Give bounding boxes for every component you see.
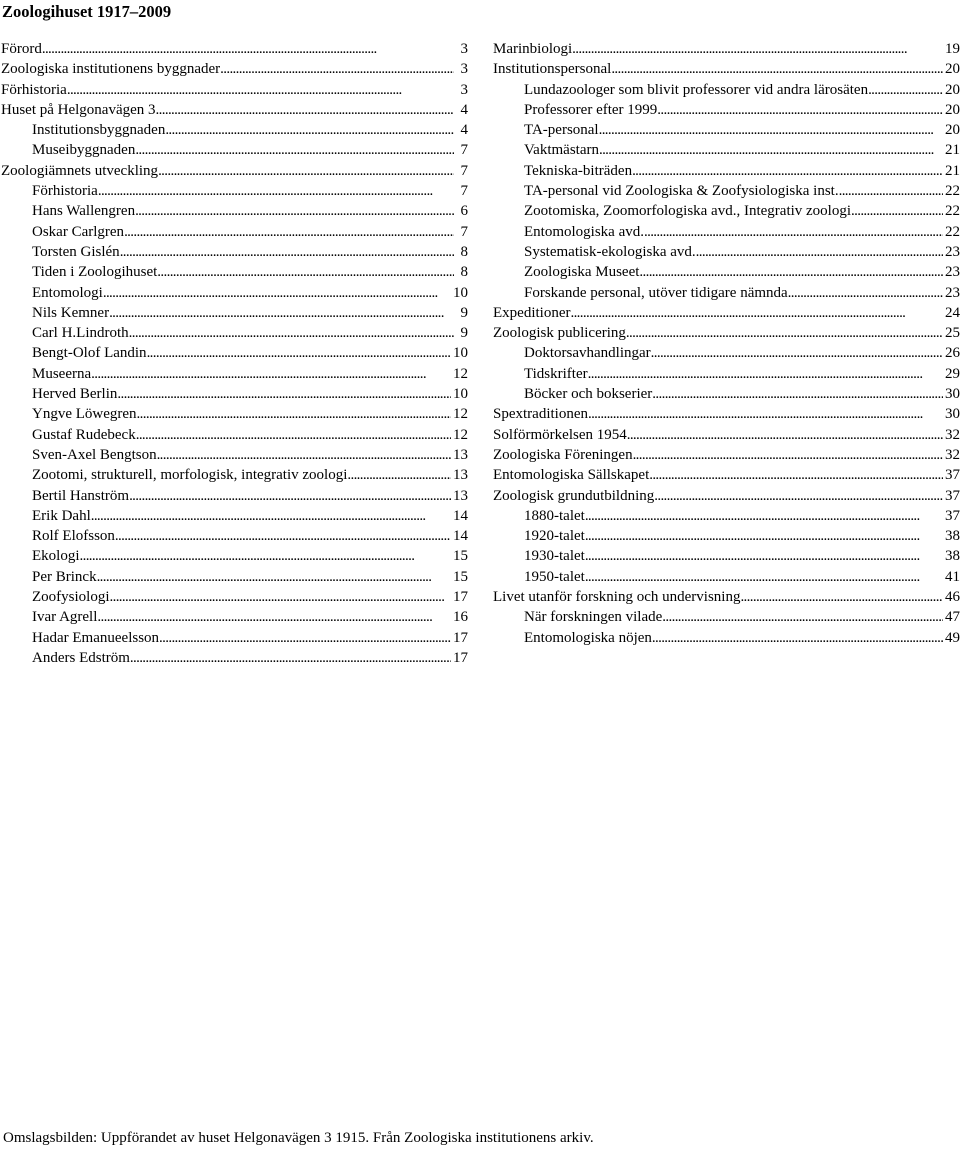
dot-leader (657, 100, 943, 120)
toc-entry-page-number: 10 (453, 386, 468, 403)
cover-caption: Omslagsbilden: Uppförandet av huset Helgonavägen 3 1915. Från Zoologiska institutionens arkiv. (3, 1130, 594, 1146)
toc-entry-label: Erik Dahl (32, 507, 91, 524)
toc-entry-label: Marinbiologi (493, 41, 573, 57)
toc-entry[interactable] (493, 80, 960, 100)
toc-entry-page-number: 7 (460, 223, 468, 240)
toc-entry[interactable] (493, 120, 960, 140)
page-title: Zoologihuset 1917–2009 (2, 2, 172, 21)
dot-leader (135, 201, 454, 221)
toc-entry[interactable] (1, 262, 468, 282)
toc-entry[interactable] (493, 283, 960, 303)
toc-entry[interactable] (493, 425, 960, 445)
dot-leader (585, 546, 943, 566)
toc-entry-label: När forskningen vilade (524, 609, 663, 626)
toc-entry-label: Museerna (32, 365, 92, 382)
toc-entry[interactable] (1, 628, 468, 648)
toc-entry[interactable] (1, 567, 468, 587)
toc-entry[interactable] (493, 343, 960, 363)
toc-entry-label: Böcker och bokserier (524, 386, 653, 403)
dot-leader (588, 364, 943, 384)
dot-leader (633, 445, 943, 465)
dot-leader (868, 80, 943, 100)
toc-column-left (1, 39, 468, 668)
toc-entry-label: Zoologiska Museet (524, 264, 640, 281)
toc-entry-label: 1950-talet (524, 568, 585, 585)
dot-leader (588, 404, 943, 424)
dot-leader (652, 384, 943, 404)
toc-entry-label: Torsten Gislén (32, 243, 120, 260)
dot-leader (129, 323, 454, 343)
toc-entry-label: Zootomi, strukturell, morfologisk, integrativ zoologi (32, 467, 348, 484)
toc-entry[interactable] (1, 587, 468, 607)
toc-entry-page-number: 38 (945, 528, 960, 545)
toc-entry-page-number: 3 (460, 41, 468, 57)
toc-entry[interactable] (493, 222, 960, 242)
dot-leader (839, 181, 943, 201)
toc-entry-label: Doktorsavhandlingar (524, 345, 651, 362)
toc-entry-label: Ekologi (32, 548, 80, 565)
toc-entry[interactable] (1, 648, 468, 668)
dot-leader (572, 39, 943, 59)
toc-entry-label: Expeditioner (493, 304, 571, 321)
toc-entry-label: Anders Edström (32, 649, 130, 666)
toc-entry-page-number: 7 (460, 142, 468, 159)
dot-leader (788, 283, 943, 303)
toc-entry-label: Systematisk-ekologiska avd. (524, 243, 696, 260)
toc-entry-page-number: 4 (460, 122, 468, 139)
toc-entry-page-number: 3 (460, 61, 468, 78)
toc-entry-label: Förhistoria (1, 81, 67, 98)
dot-leader (130, 648, 451, 668)
toc-entry-page-number: 12 (453, 406, 468, 423)
toc-entry-label: Lundazoologer som blivit professorer vid andra lärosäten (524, 81, 869, 98)
toc-entry-page-number: 46 (945, 589, 960, 606)
toc-entry-label: Yngve Löwegren (32, 406, 137, 423)
toc-entry-label: Förhistoria (32, 183, 98, 200)
toc-entry[interactable] (1, 100, 468, 120)
toc-entry[interactable] (493, 242, 960, 262)
toc-entry-page-number: 6 (460, 203, 468, 220)
toc-entry[interactable] (1, 526, 468, 546)
toc-entry[interactable] (493, 587, 960, 607)
dot-leader (696, 242, 943, 262)
toc-entry[interactable] (493, 140, 960, 160)
toc-entry-page-number: 21 (945, 162, 960, 179)
toc-entry-page-number: 37 (945, 507, 960, 524)
dot-leader (651, 343, 943, 363)
toc-entry[interactable] (493, 364, 960, 384)
toc-entry-label: Herved Berlin (32, 386, 118, 403)
toc-entry-label: Forskande personal, utöver tidigare nämnda (524, 284, 788, 301)
toc-entry-page-number: 13 (453, 487, 468, 504)
toc-entry-page-number: 9 (460, 304, 468, 321)
toc-entry-label: 1880-talet (524, 507, 585, 524)
toc-entry-label: Bengt-Olof Landin (32, 345, 147, 362)
toc-entry-label: Entomologiska Sällskapet (493, 467, 650, 484)
toc-entry-page-number: 20 (945, 101, 960, 118)
toc-entry-label: Tidskrifter (524, 365, 588, 382)
dot-leader (165, 120, 454, 140)
toc-entry[interactable] (1, 607, 468, 627)
toc-entry-page-number: 8 (460, 243, 468, 260)
toc-entry-page-number: 16 (453, 609, 468, 626)
toc-entry-page-number: 37 (945, 487, 960, 504)
toc-entry-page-number: 23 (945, 264, 960, 281)
toc-entry[interactable] (1, 80, 468, 100)
toc-entry-page-number: 25 (945, 325, 960, 342)
dot-leader (740, 587, 943, 607)
dot-leader (599, 120, 943, 140)
toc-entry[interactable] (493, 323, 960, 343)
dot-leader (157, 445, 451, 465)
toc-entry-page-number: 32 (945, 426, 960, 443)
toc-entry[interactable] (1, 283, 468, 303)
toc-entry-label: Hadar Emanueelsson (32, 629, 160, 646)
toc-entry[interactable] (1, 384, 468, 404)
toc-entry-label: Carl H.Lindroth (32, 325, 129, 342)
toc-entry[interactable] (493, 39, 960, 59)
toc-entry-label: Zoologisk grundutbildning (493, 487, 655, 504)
toc-entry-label: Tiden i Zoologihuset (32, 264, 158, 281)
toc-entry-page-number: 49 (945, 629, 960, 646)
dot-leader (626, 323, 943, 343)
dot-leader (124, 222, 454, 242)
toc-entry-label: Institutionspersonal (493, 61, 612, 78)
dot-leader (120, 242, 454, 262)
toc-entry-page-number: 22 (945, 223, 960, 240)
toc-entry[interactable] (1, 486, 468, 506)
toc-entry[interactable] (493, 526, 960, 546)
toc-entry[interactable] (493, 546, 960, 566)
toc-entry-label: Huset på Helgonavägen 3 (1, 101, 156, 118)
dot-leader (585, 526, 943, 546)
dot-leader (157, 262, 454, 282)
toc-entry[interactable] (493, 181, 960, 201)
toc-entry-label: Entomologiska nöjen (524, 629, 652, 646)
toc-entry-label: Tekniska-biträden (524, 162, 633, 179)
toc-entry-label: Entomologiska avd. (524, 223, 644, 240)
toc-entry[interactable] (1, 425, 468, 445)
dot-leader (137, 404, 451, 424)
dot-leader (129, 486, 451, 506)
toc-entry-label: Förord (1, 41, 42, 57)
toc-entry-page-number: 14 (453, 507, 468, 524)
toc-entry[interactable] (1, 39, 468, 59)
toc-entry-label: Rolf Elofsson (32, 528, 115, 545)
dot-leader (220, 59, 454, 79)
dot-leader (91, 364, 451, 384)
toc-entry-page-number: 17 (453, 629, 468, 646)
dot-leader (662, 607, 943, 627)
toc-entry-page-number: 24 (945, 304, 960, 321)
toc-entry[interactable] (493, 201, 960, 221)
toc-entry-page-number: 12 (453, 426, 468, 443)
toc-entry[interactable] (1, 343, 468, 363)
toc-entry-page-number: 17 (453, 589, 468, 606)
toc-entry-label: Zoofysiologi (32, 589, 110, 606)
toc-entry[interactable] (493, 262, 960, 282)
toc-entry-page-number: 32 (945, 446, 960, 463)
toc-entry-page-number: 41 (945, 568, 960, 585)
toc-entry-label: Museibyggnaden (32, 142, 136, 159)
toc-entry-label: Gustaf Rudebeck (32, 426, 136, 443)
dot-leader (117, 384, 451, 404)
toc-entry-label: Professorer efter 1999 (524, 101, 658, 118)
dot-leader (67, 80, 454, 100)
toc-entry[interactable] (1, 506, 468, 526)
toc-entry-page-number: 30 (945, 386, 960, 403)
toc-entry-page-number: 22 (945, 203, 960, 220)
toc-entry-page-number: 29 (945, 365, 960, 382)
dot-leader (644, 222, 943, 242)
dot-leader (585, 506, 943, 526)
toc-entry[interactable] (1, 140, 468, 160)
toc-entry-label: Vaktmästarn (524, 142, 599, 159)
dot-leader (585, 567, 943, 587)
dot-leader (80, 546, 452, 566)
dot-leader (347, 465, 451, 485)
dot-leader (158, 161, 454, 181)
dot-leader (147, 343, 451, 363)
toc-entry-label: Zoologiämnets utveckling (1, 162, 159, 179)
toc-entry-label: Institutionsbyggnaden (32, 122, 166, 139)
toc-entry[interactable] (1, 201, 468, 221)
toc-entry[interactable] (1, 222, 468, 242)
toc-entry-page-number: 20 (945, 122, 960, 139)
toc-entry-label: 1920-talet (524, 528, 585, 545)
toc-entry[interactable] (493, 384, 960, 404)
toc-entry[interactable] (493, 628, 960, 648)
toc-entry[interactable] (493, 567, 960, 587)
toc-entry[interactable] (493, 465, 960, 485)
dot-leader (649, 465, 943, 485)
dot-leader (632, 161, 943, 181)
dot-leader (135, 140, 454, 160)
toc-entry-page-number: 23 (945, 284, 960, 301)
toc-entry-page-number: 22 (945, 183, 960, 200)
toc-entry-page-number: 12 (453, 365, 468, 382)
toc-entry-page-number: 13 (453, 446, 468, 463)
dot-leader (599, 140, 943, 160)
toc-entry[interactable] (1, 323, 468, 343)
toc-entry-label: Oskar Carlgren (32, 223, 125, 240)
toc-entry-page-number: 15 (453, 548, 468, 565)
toc-entry-page-number: 20 (945, 81, 960, 98)
dot-leader (91, 506, 451, 526)
toc-entry-label: Sven-Axel Bengtson (32, 446, 157, 463)
toc-entry-label: Ivar Agrell (32, 609, 98, 626)
toc-entry[interactable] (493, 486, 960, 506)
toc-entry-page-number: 30 (945, 406, 960, 423)
toc-entry-page-number: 37 (945, 467, 960, 484)
toc-entry-page-number: 21 (945, 142, 960, 159)
toc-entry[interactable] (493, 404, 960, 424)
dot-leader (159, 628, 451, 648)
toc-entry-label: Bertil Hanström (32, 487, 130, 504)
toc-entry[interactable] (493, 59, 960, 79)
toc-entry-page-number: 3 (460, 81, 468, 98)
toc-entry-label: Nils Kemner (32, 304, 110, 321)
toc-entry[interactable] (1, 546, 468, 566)
dot-leader (97, 607, 451, 627)
toc-entry-label: Livet utanför forskning och undervisning (493, 589, 741, 606)
toc-entry[interactable] (1, 465, 468, 485)
toc-entry-page-number: 38 (945, 548, 960, 565)
dot-leader (110, 587, 452, 607)
toc-entry-label: Zoologiska institutionens byggnader (1, 61, 221, 78)
dot-leader (115, 526, 451, 546)
toc-entry-page-number: 9 (460, 325, 468, 342)
toc-entry-page-number: 13 (453, 467, 468, 484)
dot-leader (109, 303, 454, 323)
dot-leader (654, 486, 943, 506)
toc-entry-page-number: 7 (460, 162, 468, 179)
toc-entry-page-number: 19 (945, 41, 960, 57)
toc-column-right (493, 39, 960, 648)
dot-leader (570, 303, 943, 323)
toc-entry[interactable] (1, 445, 468, 465)
toc-entry[interactable] (493, 303, 960, 323)
toc-entry[interactable] (493, 161, 960, 181)
toc-entry-page-number: 10 (453, 284, 468, 301)
dot-leader (611, 59, 943, 79)
dot-leader (136, 425, 451, 445)
toc-entry-label: Solförmörkelsen 1954 (493, 426, 627, 443)
toc-entry-page-number: 14 (453, 528, 468, 545)
toc-entry-page-number: 4 (460, 101, 468, 118)
toc-entry-label: Hans Wallengren (32, 203, 136, 220)
toc-entry[interactable] (1, 364, 468, 384)
dot-leader (42, 39, 454, 59)
toc-entry-page-number: 20 (945, 61, 960, 78)
dot-leader (97, 567, 451, 587)
toc-entry-label: 1930-talet (524, 548, 585, 565)
toc-entry-label: TA-personal vid Zoologiska & Zoofysiologiska inst. (524, 183, 839, 200)
toc-entry-page-number: 26 (945, 345, 960, 362)
dot-leader (627, 425, 943, 445)
toc-entry[interactable] (1, 161, 468, 181)
toc-entry-page-number: 17 (453, 649, 468, 666)
dot-leader (639, 262, 943, 282)
toc-entry-label: Zoologisk publicering (493, 325, 626, 342)
toc-entry-label: Per Brinck (32, 568, 97, 585)
toc-entry-page-number: 7 (460, 183, 468, 200)
toc-entry[interactable] (1, 59, 468, 79)
toc-entry-label: Entomologi (32, 284, 103, 301)
dot-leader (98, 181, 454, 201)
toc-entry-label: Zoologiska Föreningen (493, 446, 633, 463)
dot-leader (103, 283, 451, 303)
toc-entry-label: TA-personal (524, 122, 599, 139)
toc-entry[interactable] (493, 445, 960, 465)
dot-leader (851, 201, 943, 221)
toc-entry-page-number: 15 (453, 568, 468, 585)
toc-entry[interactable] (1, 404, 468, 424)
toc-entry-page-number: 10 (453, 345, 468, 362)
toc-entry[interactable] (493, 506, 960, 526)
toc-entry[interactable] (493, 607, 960, 627)
toc-entry-page-number: 47 (945, 609, 960, 626)
toc-entry[interactable] (1, 181, 468, 201)
toc-entry-label: Zootomiska, Zoomorfologiska avd., Integrativ zoologi (524, 203, 852, 220)
toc-entry-page-number: 8 (460, 264, 468, 281)
dot-leader (652, 628, 943, 648)
toc-entry[interactable] (1, 242, 468, 262)
toc-entry[interactable] (493, 100, 960, 120)
toc-entry-page-number: 23 (945, 243, 960, 260)
dot-leader (156, 100, 454, 120)
toc-entry[interactable] (1, 303, 468, 323)
toc-entry[interactable] (1, 120, 468, 140)
toc-entry-label: Spextraditionen (493, 406, 588, 423)
